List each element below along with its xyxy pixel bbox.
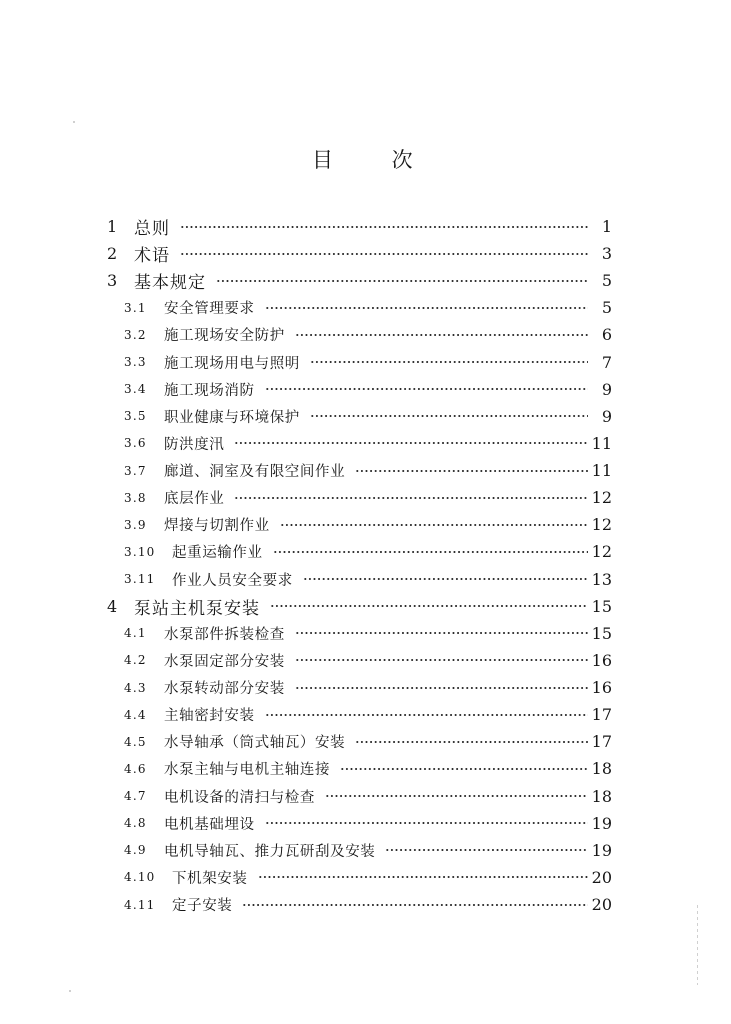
toc-subsection-entry bbox=[0, 511, 612, 538]
entry-page-number: 12 bbox=[591, 515, 612, 535]
scan-speck bbox=[69, 990, 71, 992]
entry-title: 定子安装 bbox=[172, 898, 233, 914]
entry-number: 1 bbox=[107, 217, 118, 236]
dot-leader bbox=[295, 657, 588, 663]
entry-page-number: 6 bbox=[601, 325, 612, 345]
dot-leader bbox=[385, 847, 588, 853]
entry-number: 4.3 bbox=[124, 680, 147, 695]
dot-leader bbox=[295, 685, 588, 691]
entry-page-number: 13 bbox=[591, 569, 612, 589]
toc-chapter-entry bbox=[0, 593, 612, 620]
entry-number: 3.9 bbox=[124, 517, 147, 532]
dot-leader bbox=[242, 902, 588, 908]
table-of-contents bbox=[0, 213, 612, 923]
entry-number: 4.4 bbox=[124, 707, 147, 722]
page-title: 目 次 bbox=[312, 148, 413, 172]
toc-subsection-entry bbox=[0, 294, 612, 321]
dot-leader bbox=[265, 305, 588, 311]
entry-number: 3.1 bbox=[124, 300, 147, 315]
entry-page-number: 3 bbox=[601, 244, 612, 264]
entry-page-number: 1 bbox=[601, 217, 612, 236]
entry-number: 4.1 bbox=[124, 626, 147, 641]
entry-title: 电机基础埋设 bbox=[164, 816, 255, 833]
entry-page-number: 19 bbox=[591, 840, 612, 860]
entry-title: 防洪度汛 bbox=[164, 436, 225, 453]
entry-number: 3 bbox=[107, 271, 118, 291]
toc-subsection-entry bbox=[0, 538, 612, 565]
dot-leader bbox=[265, 820, 588, 826]
entry-page-number: 15 bbox=[591, 596, 612, 616]
entry-page-number: 19 bbox=[591, 813, 612, 833]
entry-page-number: 20 bbox=[591, 895, 612, 914]
dot-leader bbox=[340, 766, 588, 772]
toc-subsection-entry bbox=[0, 864, 612, 891]
entry-title: 水泵转动部分安装 bbox=[164, 681, 285, 698]
dot-leader bbox=[295, 332, 588, 338]
entry-number: 3.2 bbox=[124, 327, 147, 342]
entry-number: 3.8 bbox=[124, 490, 147, 505]
entry-title: 水泵主轴与电机主轴连接 bbox=[164, 762, 331, 779]
entry-page-number: 16 bbox=[591, 650, 612, 670]
toc-subsection-entry bbox=[0, 430, 612, 457]
entry-page-number: 9 bbox=[601, 406, 612, 426]
entry-title: 电机导轴瓦、推力瓦研刮及安装 bbox=[164, 843, 376, 860]
entry-page-number: 11 bbox=[591, 461, 612, 481]
entry-page-number: 5 bbox=[601, 271, 612, 291]
entry-number: 4.5 bbox=[124, 734, 147, 749]
toc-subsection-entry bbox=[0, 566, 612, 593]
entry-title: 泵站主机泵安装 bbox=[134, 598, 260, 619]
toc-chapter-entry bbox=[0, 240, 612, 267]
entry-page-number: 20 bbox=[591, 867, 612, 887]
entry-title: 术语 bbox=[134, 246, 170, 267]
entry-page-number: 7 bbox=[601, 352, 612, 372]
entry-page-number: 9 bbox=[601, 379, 612, 399]
entry-page-number: 12 bbox=[591, 488, 612, 508]
entry-page-number: 17 bbox=[591, 705, 612, 725]
dot-leader bbox=[280, 522, 588, 528]
entry-number: 4 bbox=[107, 596, 118, 616]
entry-title: 下机架安装 bbox=[172, 870, 248, 887]
dot-leader bbox=[216, 278, 588, 284]
toc-subsection-entry bbox=[0, 674, 612, 701]
entry-title: 基本规定 bbox=[134, 273, 206, 294]
dot-leader bbox=[310, 413, 588, 419]
dot-leader bbox=[273, 549, 588, 555]
toc-subsection-entry bbox=[0, 620, 612, 647]
toc-subsection-entry bbox=[0, 403, 612, 430]
entry-number: 2 bbox=[107, 244, 118, 264]
toc-subsection-entry bbox=[0, 891, 612, 918]
dot-leader bbox=[180, 251, 588, 257]
toc-subsection-entry bbox=[0, 376, 612, 403]
dot-leader bbox=[310, 359, 588, 365]
entry-page-number: 16 bbox=[591, 678, 612, 698]
entry-number: 4.10 bbox=[124, 870, 156, 885]
toc-subsection-entry bbox=[0, 701, 612, 728]
scan-artifact bbox=[697, 905, 698, 985]
entry-number: 4.2 bbox=[124, 653, 147, 668]
entry-page-number: 11 bbox=[591, 433, 612, 453]
entry-number: 3.3 bbox=[124, 355, 147, 370]
entry-number: 4.8 bbox=[124, 816, 147, 831]
dot-leader bbox=[355, 739, 588, 745]
toc-subsection-entry bbox=[0, 810, 612, 837]
entry-title: 安全管理要求 bbox=[164, 301, 255, 318]
entry-number: 3.10 bbox=[124, 544, 156, 559]
entry-number: 3.7 bbox=[124, 463, 147, 478]
entry-title: 底层作业 bbox=[164, 491, 225, 508]
entry-title: 水导轴承（筒式轴瓦）安装 bbox=[164, 735, 346, 752]
dot-leader bbox=[355, 468, 588, 474]
entry-number: 3.5 bbox=[124, 409, 147, 424]
entry-title: 总则 bbox=[134, 219, 170, 239]
entry-number: 4.11 bbox=[124, 897, 156, 912]
entry-number: 4.6 bbox=[124, 761, 147, 776]
dot-leader bbox=[295, 630, 588, 636]
entry-page-number: 17 bbox=[591, 732, 612, 752]
entry-title: 施工现场用电与照明 bbox=[164, 355, 300, 372]
toc-subsection-entry bbox=[0, 783, 612, 810]
dot-leader bbox=[265, 712, 588, 718]
scan-speck bbox=[73, 121, 75, 123]
entry-number: 3.11 bbox=[124, 572, 156, 587]
entry-title: 作业人员安全要求 bbox=[172, 572, 293, 589]
toc-subsection-entry bbox=[0, 484, 612, 511]
dot-leader bbox=[180, 224, 588, 230]
toc-subsection-entry bbox=[0, 349, 612, 376]
entry-page-number: 18 bbox=[591, 759, 612, 779]
dot-leader bbox=[258, 874, 589, 880]
toc-subsection-entry bbox=[0, 457, 612, 484]
toc-subsection-entry bbox=[0, 755, 612, 782]
dot-leader bbox=[303, 576, 588, 582]
entry-number: 3.6 bbox=[124, 436, 147, 451]
entry-title: 焊接与切割作业 bbox=[164, 518, 270, 535]
dot-leader bbox=[234, 495, 588, 501]
entry-title: 起重运输作业 bbox=[172, 545, 263, 562]
entry-title: 施工现场安全防护 bbox=[164, 328, 285, 345]
entry-title: 职业健康与环境保护 bbox=[164, 409, 300, 426]
entry-title: 电机设备的清扫与检查 bbox=[164, 789, 315, 806]
entry-number: 4.9 bbox=[124, 843, 147, 858]
entry-page-number: 12 bbox=[591, 542, 612, 562]
entry-number: 3.4 bbox=[124, 382, 147, 397]
dot-leader bbox=[265, 386, 588, 392]
entry-page-number: 15 bbox=[591, 623, 612, 643]
entry-title: 水泵固定部分安装 bbox=[164, 653, 285, 670]
dot-leader bbox=[325, 793, 588, 799]
toc-subsection-entry bbox=[0, 728, 612, 755]
entry-title: 施工现场消防 bbox=[164, 382, 255, 399]
entry-page-number: 5 bbox=[601, 298, 612, 318]
dot-leader bbox=[270, 603, 588, 609]
entry-number: 4.7 bbox=[124, 789, 147, 804]
entry-title: 主轴密封安装 bbox=[164, 708, 255, 725]
dot-leader bbox=[234, 440, 588, 446]
entry-title: 廊道、洞室及有限空间作业 bbox=[164, 464, 346, 481]
toc-subsection-entry bbox=[0, 647, 612, 674]
toc-subsection-entry bbox=[0, 321, 612, 348]
entry-title: 水泵部件拆装检查 bbox=[164, 626, 285, 643]
toc-chapter-entry bbox=[0, 213, 612, 240]
toc-chapter-entry bbox=[0, 267, 612, 294]
toc-subsection-entry bbox=[0, 837, 612, 864]
entry-page-number: 18 bbox=[591, 786, 612, 806]
